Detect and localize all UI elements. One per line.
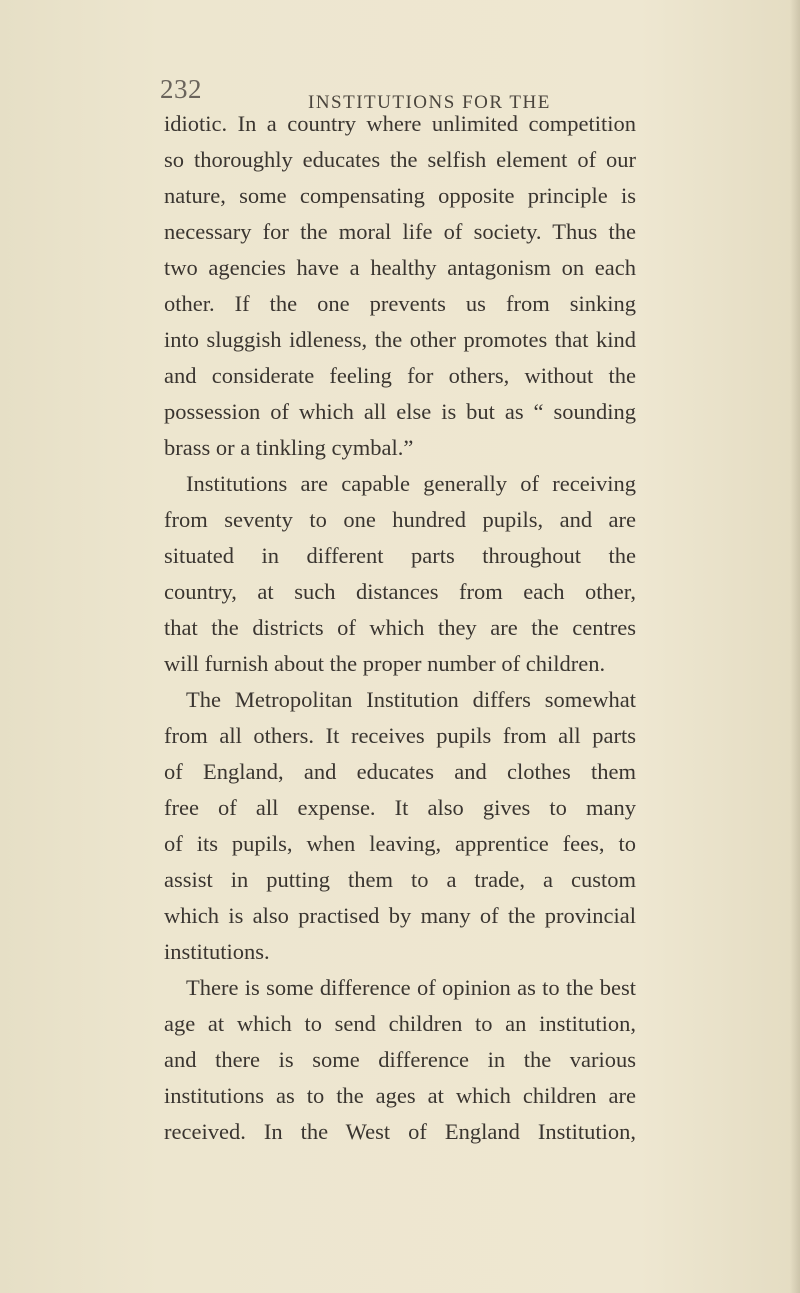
text-line: idiotic. In a country where unlimited competition	[164, 111, 636, 136]
text-line: into sluggish idleness, the other promotes that kind	[164, 327, 636, 352]
text-line: of England, and educates and clothes them	[164, 759, 636, 784]
text-line: from seventy to one hundred pupils, and are	[164, 507, 636, 532]
text-line: assist in putting them to a trade, a custom	[164, 867, 636, 892]
text-line: nature, some compensating opposite principle is	[164, 183, 636, 208]
text-line: that the districts of which they are the centres	[164, 615, 636, 640]
text-line: situated in different parts throughout the	[164, 543, 636, 568]
page-edge-shadow	[790, 0, 800, 1293]
running-head: INSTITUTIONS FOR THE	[308, 92, 551, 113]
text-line: free of all expense. It also gives to many	[164, 795, 636, 820]
text-line: Institutions are capable generally of receiving	[186, 471, 636, 496]
page-number: 232	[160, 74, 202, 104]
text-line: will furnish about the proper number of children.	[164, 651, 606, 676]
text-line: of its pupils, when leaving, apprentice fees, to	[164, 831, 636, 856]
text-line: The Metropolitan Institution differs somewhat	[186, 687, 636, 712]
text-line: institutions.	[164, 939, 270, 964]
text-line: which is also practised by many of the provincial	[164, 903, 636, 928]
text-line: from all others. It receives pupils from all parts	[164, 723, 636, 748]
text-line: and considerate feeling for others, without the	[164, 363, 636, 388]
text-line: institutions as to the ages at which children are	[164, 1083, 636, 1108]
text-line: age at which to send children to an institution,	[164, 1011, 636, 1036]
text-line: country, at such distances from each other,	[164, 579, 636, 604]
body-text	[164, 106, 636, 1150]
text-line: received. In the West of England Institution,	[164, 1119, 636, 1144]
text-line: brass or a tinkling cymbal.”	[164, 435, 414, 460]
text-line: other. If the one prevents us from sinking	[164, 291, 636, 316]
text-line: two agencies have a healthy antagonism on each	[164, 255, 636, 280]
text-line: and there is some difference in the various	[164, 1047, 636, 1072]
text-line: necessary for the moral life of society. Thus the	[164, 219, 636, 244]
text-line: possession of which all else is but as “ sounding	[164, 399, 636, 424]
text-line: so thoroughly educates the selfish element of our	[164, 147, 636, 172]
text-line: There is some difference of opinion as to the best	[186, 975, 636, 1000]
